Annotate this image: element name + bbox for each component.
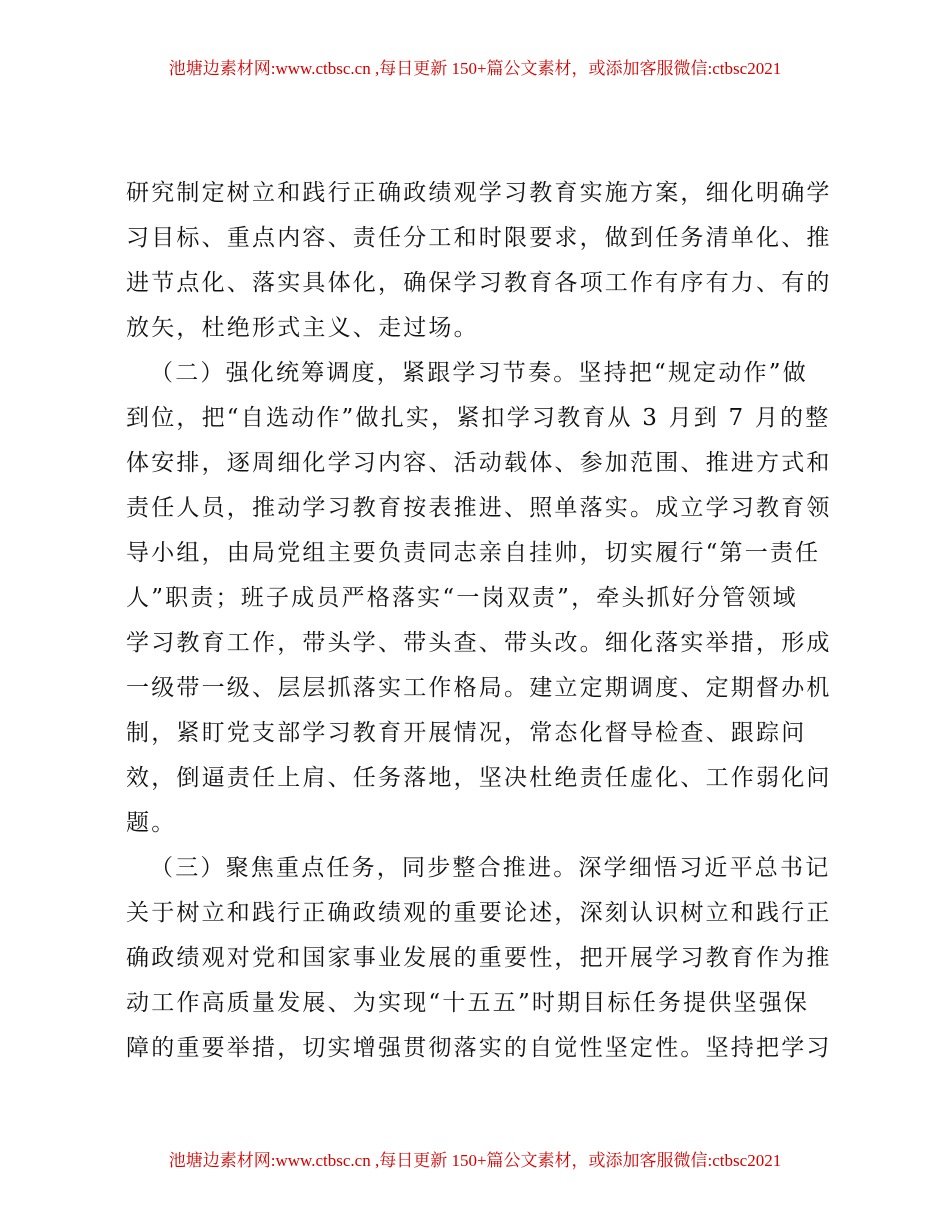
text-line: 导小组，由局党组主要负责同志亲自挂帅，切实履行“第一责任 [126,540,821,566]
text-line: 体安排，逐周细化学习内容、活动载体、参加范围、推进方式和 [126,450,832,476]
text-line: 放矢，杜绝形式主义、走过场。 [126,315,479,341]
text-line: 效，倒逼责任上肩、任务落地，坚决杜绝责任虚化、工作弱化问 [126,765,832,791]
text-line: 习目标、重点内容、责任分工和时限要求，做到任务清单化、推 [126,225,832,251]
text-line: 研究制定树立和践行正确政绩观学习教育实施方案，细化明确学 [126,180,832,206]
text-line: 动工作高质量发展、为实现“十五五”时期目标任务提供坚强保 [126,990,810,1016]
paragraph-heading-line: （三）聚焦重点任务，同步整合推进。深学细悟习近平总书记 [150,855,831,881]
text-line: 题。 [126,810,177,836]
header-watermark: 池塘边素材网:www.ctbsc.cn ,每日更新 150+篇公文素材，或添加客服微信:ctbsc2021 [168,59,782,78]
text-line: 学习教育工作，带头学、带头查、带头改。细化落实举措，形成 [126,630,832,656]
text-line: 关于树立和践行正确政绩观的重要论述，深刻认识树立和践行正 [126,900,832,926]
text-line: 到位，把“自选动作”做扎实，紧扣学习教育从 3 月到 7 月的整 [126,405,831,431]
text-line: 确政绩观对党和国家事业发展的重要性，把开展学习教育作为推 [126,945,832,971]
text-line: 一级带一级、层层抓落实工作格局。建立定期调度、定期督办机 [126,675,832,701]
paragraph-heading-line: （二）强化统筹调度，紧跟学习节奏。坚持把“规定动作”做 [150,360,808,386]
text-line: 制，紧盯党支部学习教育开展情况，常态化督导检查、跟踪问 [126,720,807,746]
document-body [126,171,830,1071]
text-line: 障的重要举措，切实增强贯彻落实的自觉性坚定性。坚持把学习 [126,1035,832,1061]
text-line: 人”职责；班子成员严格落实“一岗双责”，牵头抓好分管领域 [126,585,798,611]
footer-watermark: 池塘边素材网:www.ctbsc.cn ,每日更新 150+篇公文素材，或添加客服微信:ctbsc2021 [168,1151,782,1170]
text-line: 进节点化、落实具体化，确保学习教育各项工作有序有力、有的 [126,270,832,296]
text-line: 责任人员，推动学习教育按表推进、照单落实。成立学习教育领 [126,495,832,521]
